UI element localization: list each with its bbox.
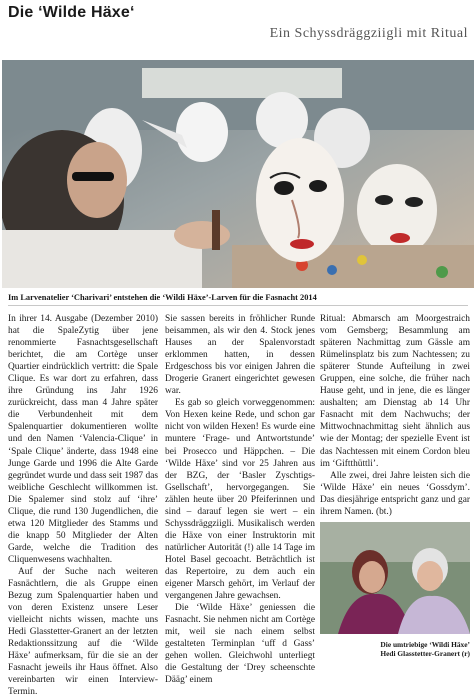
- paragraph: In ihrer 14. Ausgabe (Dezember 2010) hat die SpaleZytig über jene renommierte Fasnachtsgesellschaft berichtet, die am Cortège unser Quartier eindrücklich vertritt: die Spale Clique. Es war dort zu erfahren, dass ihre Gründung ins Jahr 1926 zurückreicht, dass man 4 Jahre später die Verbundenheit mit dem Spalenquartier dokumentieren wollte und den Namen ‘Valencia-Clique’ in ‘Spale Clique’ änderte, dass 1948 eine Junge Garde und 1996 die Alte Garde gegründet wurde und dass seit 1987 das weibliche Geschlecht willkommen ist. Die Spalemer sind stolz auf ‘ihre’ Clique, die rund 130 Jugendlichen, die etwa 120 Mitglieder des Stamms und die knapp 50 Mitglieder der Alten Garde, welche die Tradition des Cliquenwesens wachhalten.: [8, 314, 158, 565]
- caption-line: Hedi Glasstetter-Granert (r): [380, 649, 470, 658]
- portrait-photo-caption: [320, 640, 470, 658]
- caption-line: Die umtriebige ‘Wildi Häxe’: [380, 640, 470, 649]
- paragraph: Alle zwei, drei Jahre leisten sich die ‘Wilde Häxe’ ein neues ‘Gossdym’. Das diesjährige entspricht ganz und gar ihrem Namen. (bt.): [320, 470, 470, 517]
- article-title: Die ‘Wilde Häxe‘: [8, 4, 135, 21]
- two-women-photo-icon: [320, 522, 470, 634]
- main-photo-caption: Im Larvenatelier ‘Charivari’ entstehen die ‘Wildi Häxe’-Larven für die Fasnacht 2014: [8, 293, 317, 302]
- main-photo: [2, 60, 474, 288]
- paragraph: Die ‘Wilde Häxe’ geniessen die Fasnacht. Sie nehmen nicht am Cortège mit, weil sie nach einem selbst gestalteten Terminplan ‘uff d Gass’ gehen wollen. Gleichwohl unterliegt die Gestaltung der ‘Drey scheenschte Dääg’ einem: [165, 603, 315, 686]
- paragraph: Auf der Suche nach weiteren Fasnächtlern, die als Gruppe einen Bezug zum Spalenquartier haben und von deren Existenz unsere Leser vielleicht nichts wissen, machte uns Hedi Glasstetter-Granert an der letzten Redaktionssitzung auf die ‘Wilde Häxe’ aufmerksam, für die sie an der Fasnacht jeweils ihr Haus öffnet. Also vereinbarten wir einen Interview-Termin.: [8, 566, 158, 698]
- paragraph: Es gab so gleich vorweggenommen: Von Hexen keine Rede, und schon gar nicht von wilden Hexen! Es wurde eine muntere ‘Frage- und Antwortstunde’ bei Prosecco und Häppchen. – Die ‘Wilde Häxe’ sind vor 25 Jahren aus der BZG, der ‘Basler Zyschtigs-Gsellschaft’, hervorgegangen. Sie zählen heute über 20 Pfeiferinnen und sind – darauf legen sie wert – ein Schyssdräggziigli. Musikalisch werden die Häxe von einer Instruktorin mit natürlicher Autorität (!) alle 14 Tage im Hotel Basel gecoacht. Beträchtlich ist das Repertoire, zu dem auch ein eigener Marsch gehört, im Verlauf der vergangenen Jahre gewachsen.: [165, 398, 315, 602]
- workshop-masks-photo-icon: [2, 60, 474, 288]
- text-column-1: [8, 313, 158, 699]
- paragraph: Sie sassen bereits in fröhlicher Runde beisammen, als wir den 4. Stock jenes Hauses an der Spalenvorstadt erklommen hatten, in dessen Erdgeschoss bis vor einigen Jahren die Drogerie Granert eingerichtet gewesen war.: [165, 314, 315, 397]
- text-column-3: [320, 313, 470, 518]
- divider: [8, 305, 468, 306]
- portrait-photo: [320, 522, 470, 634]
- article-subtitle: Ein Schyssdräggziigli mit Ritual: [269, 26, 468, 41]
- article-header: [8, 4, 468, 48]
- text-column-2: [165, 313, 315, 686]
- paragraph: Ritual: Abmarsch am Moorgestraich vom Gemsberg; Besammlung am späteren Nachmittag zum Gässle am Rümelinsplatz bis zum Nachtessen; zu späterer Stunde Aufteilung in zwei Gruppen, eine solche, die früher nach Hause geht, und in jene, die es länger aushalten; am Dienstag ab 14 Uhr Fasnacht mit dem Nachwuchs; der Mittwochnachmittag sieht ähnlich aus wie der Montag; der spezielle Event ist das Nachtessen mit einem Cordon bleu im ‘Giftthüttli’.: [320, 314, 470, 469]
